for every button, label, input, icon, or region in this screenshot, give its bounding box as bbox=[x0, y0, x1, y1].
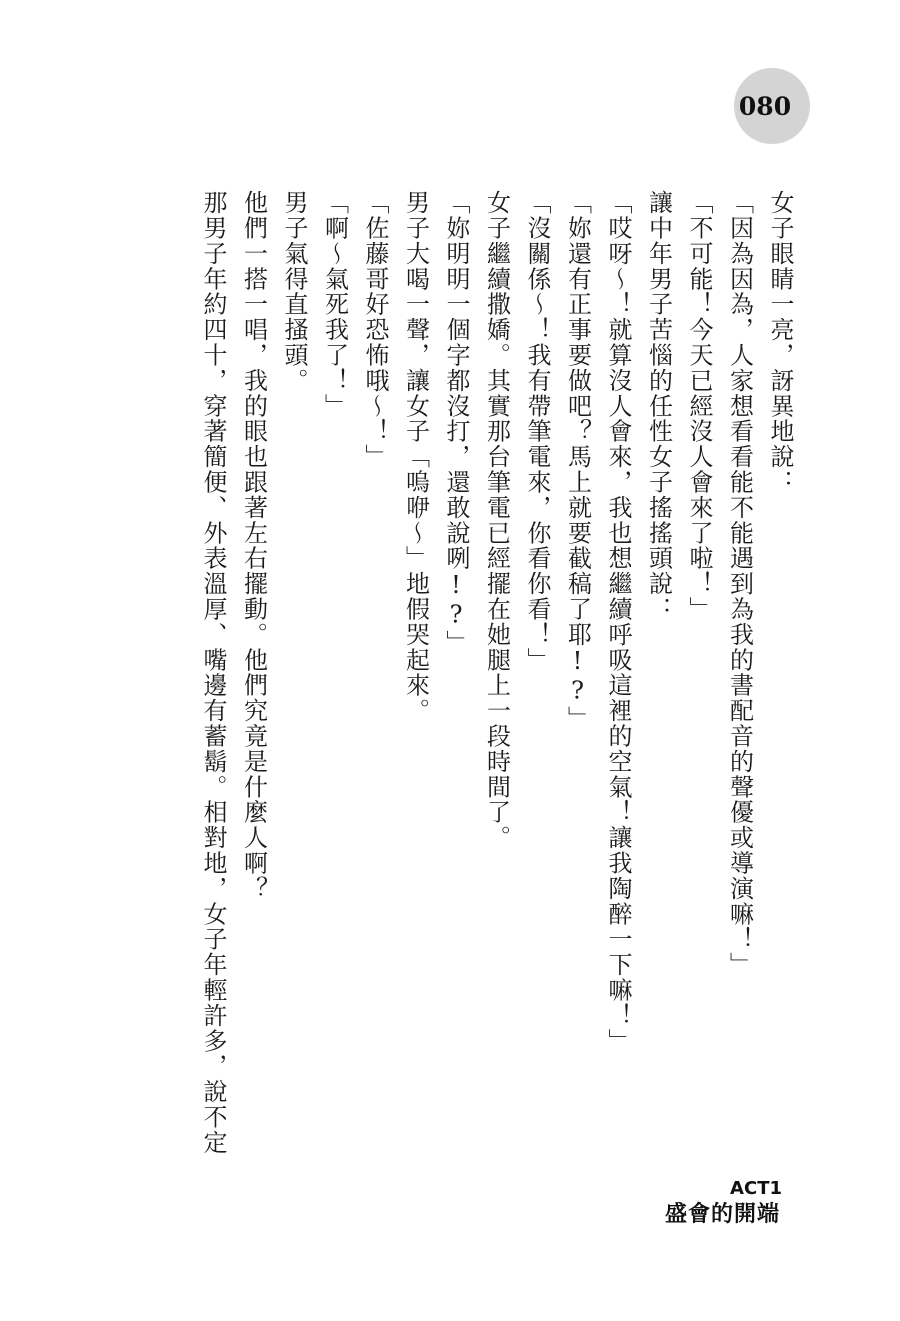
text-line: 男子氣得直搔頭。 bbox=[280, 190, 308, 394]
text-line: 「佐藤哥好恐怖哦～！」 bbox=[361, 190, 389, 470]
text-line: 「哎呀～！就算沒人會來，我也想繼續呼吸這裡的空氣！讓我陶醉一下嘛！」 bbox=[604, 190, 632, 1054]
text-line: 女子繼續撒嬌。其實那台筆電已經擺在她腿上一段時間了。 bbox=[482, 190, 511, 851]
text-line: 他們一搭一唱，我的眼也跟著左右擺動。他們究竟是什麼人啊？ bbox=[239, 190, 268, 902]
text-line: 「啊～氣死我了！」 bbox=[320, 190, 349, 419]
page-number: 080 bbox=[738, 91, 792, 121]
chapter-marker bbox=[665, 1178, 780, 1230]
text-line: 讓中年男子苦惱的任性女子搖搖頭說： bbox=[644, 190, 673, 622]
text-line: 「妳明明一個字都沒打，還敢說咧!?」 bbox=[442, 190, 470, 656]
text-line: 「沒關係～！我有帶筆電來，你看你看！」 bbox=[523, 190, 551, 673]
text-line: 女子眼睛一亮，訝異地說： bbox=[766, 190, 794, 495]
chapter-title: 盛會的開端 bbox=[664, 1202, 780, 1227]
text-line: 那男子年約四十，穿著簡便、外表溫厚、嘴邊有蓄鬍。相對地，女子年輕許多，說不定 bbox=[199, 190, 227, 1156]
body-text bbox=[193, 190, 801, 1190]
chapter-label: ACT1 bbox=[730, 1178, 782, 1199]
text-line: 「妳還有正事要做吧？馬上就要截稿了耶!?」 bbox=[563, 190, 592, 732]
text-line: 男子大喝一聲，讓女子「嗚咿～」地假哭起來。 bbox=[401, 190, 430, 724]
text-line: 「不可能！今天已經沒人會來了啦！」 bbox=[685, 190, 713, 622]
page-number-badge bbox=[734, 68, 810, 144]
text-line: 「因為因為，人家想看看能不能遇到為我的書配音的聲優或導演嘛！」 bbox=[725, 190, 754, 978]
